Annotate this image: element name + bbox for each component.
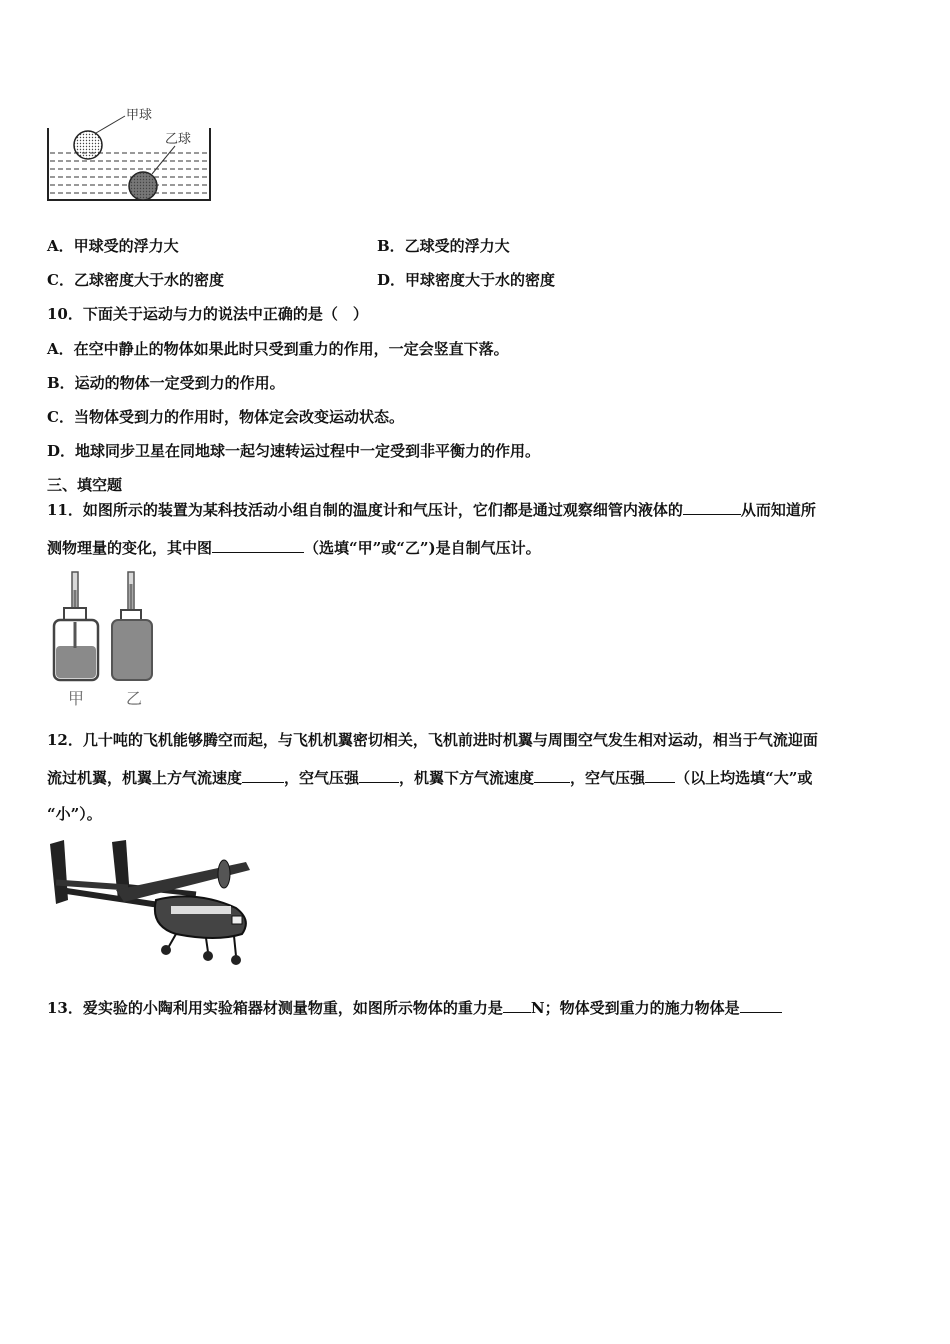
- q12-blank-3[interactable]: [534, 768, 570, 783]
- q10-stem: 10．下面关于运动与力的说法中正确的是（ ）: [47, 305, 368, 323]
- q12-line-1: 12．几十吨的飞机能够腾空而起，与飞机机翼密切相关，飞机前进时机翼与周围空气发生相对运动，相当于气流迎面: [47, 731, 818, 749]
- q11-text-1b: 从而知道所: [740, 501, 816, 519]
- bottles-figure: [48, 570, 173, 710]
- q10-option-b: B．运动的物体一定受到力的作用。: [47, 374, 285, 392]
- q12-text-2c: ，机翼下方气流速度: [399, 769, 535, 787]
- airplane-diagram: [46, 838, 256, 968]
- q11-blank-1[interactable]: [683, 500, 741, 515]
- beaker-figure: [40, 100, 230, 210]
- q12-blank-2[interactable]: [359, 768, 399, 783]
- q12-text-2a: 流过机翼，机翼上方气流速度: [47, 769, 243, 787]
- q13-line: [47, 998, 782, 1018]
- q12-text-2e: （以上均选填“大”或: [675, 769, 813, 787]
- q13-blank-1[interactable]: [503, 998, 531, 1013]
- q9-option-b: B．乙球受的浮力大: [377, 237, 510, 255]
- q10-option-c: C．当物体受到力的作用时，物体定会改变运动状态。: [47, 408, 404, 426]
- q12-line-3: “小”）。: [47, 805, 102, 823]
- ball-jia: [74, 131, 102, 159]
- bottle-jia: [54, 572, 98, 680]
- q13-text-b: N；物体受到重力的施力物体是: [530, 999, 740, 1017]
- q11-text-1a: 11．如图所示的装置为某科技活动小组自制的温度计和气压计，它们都是通过观察细管内液体的: [47, 501, 683, 519]
- q12-blank-1[interactable]: [242, 768, 284, 783]
- q11-line-1: [47, 500, 816, 520]
- label-jia-bottle: 甲: [68, 689, 85, 708]
- bottles-diagram: [48, 570, 173, 710]
- q12-text-2b: ，空气压强: [284, 769, 360, 787]
- label-yi-bottle: 乙: [126, 689, 143, 708]
- q12-blank-4[interactable]: [645, 768, 675, 783]
- q13-blank-2[interactable]: [740, 998, 782, 1013]
- label-jia-ball: 甲球: [126, 108, 153, 123]
- q11-text-2a: 测物理量的变化，其中图: [47, 539, 213, 557]
- q9-option-d: D．甲球密度大于水的密度: [377, 271, 556, 289]
- q10-option-a: A．在空中静止的物体如果此时只受到重力的作用，一定会竖直下落。: [47, 340, 509, 358]
- airplane-figure: [46, 838, 256, 968]
- bottle-yi: [112, 572, 152, 680]
- q11-text-2b: （选填“甲”或“乙”)是自制气压计。: [304, 539, 541, 557]
- q10-option-d: D．地球同步卫星在同地球一起匀速转运过程中一定受到非平衡力的作用。: [47, 442, 541, 460]
- q9-option-c: C．乙球密度大于水的密度: [47, 271, 224, 289]
- q12-text-2d: ，空气压强: [570, 769, 646, 787]
- q11-blank-2[interactable]: [212, 538, 304, 553]
- q12-line-2: [47, 768, 812, 788]
- label-yi-ball: 乙球: [165, 132, 192, 147]
- q13-text-a: 13．爱实验的小陶利用实验箱器材测量物重，如图所示物体的重力是: [47, 999, 503, 1017]
- q9-option-a: A．甲球受的浮力大: [47, 237, 179, 255]
- section-title: 三、填空题: [47, 476, 123, 494]
- q11-line-2: [47, 538, 541, 558]
